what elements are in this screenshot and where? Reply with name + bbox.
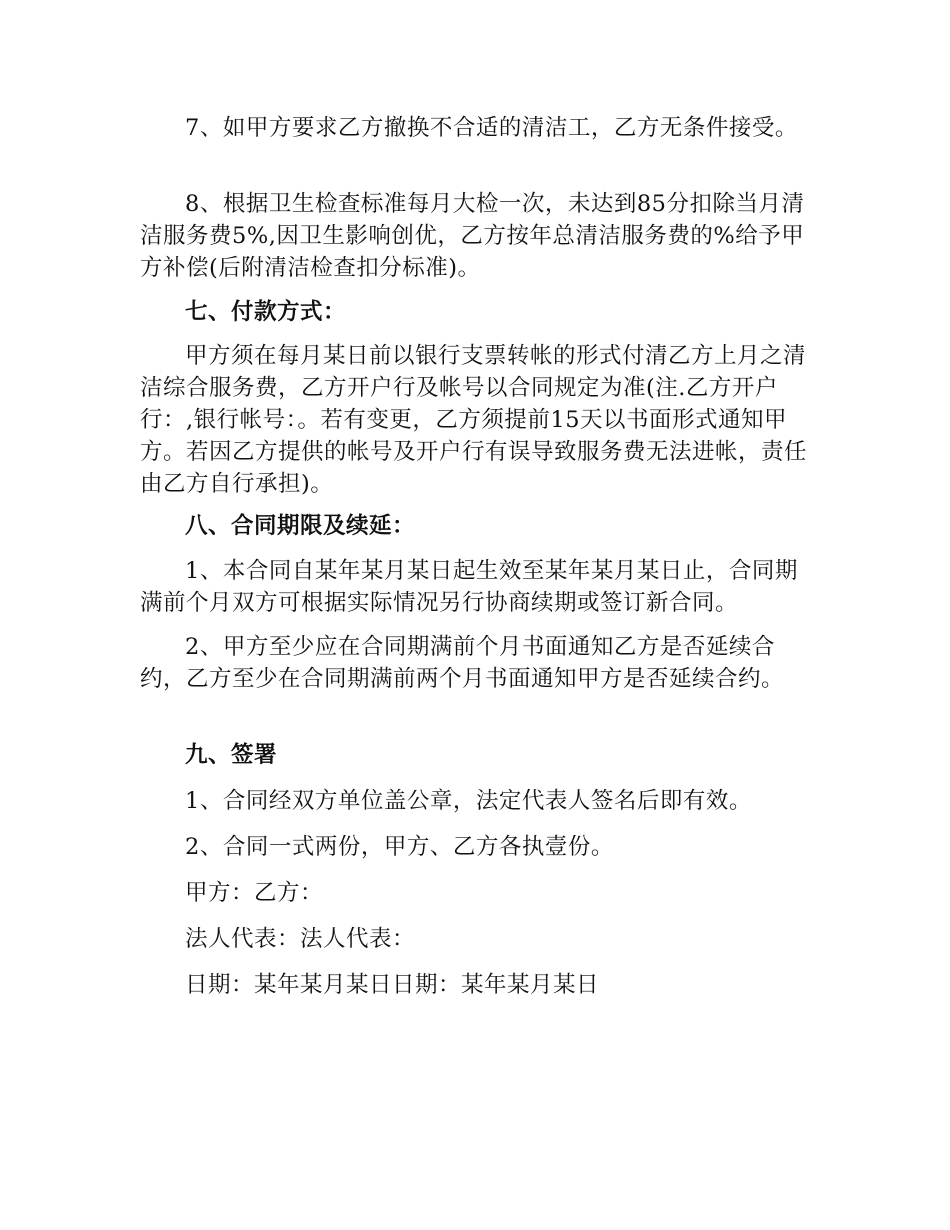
paragraph-text: 7、如甲方要求乙方撤换不合适的清洁工，乙方无条件接受。 — [185, 115, 798, 141]
paragraph-text: 日期：某年某月某日日期：某年某月某日 — [185, 972, 600, 998]
heading-text: 八、合同期限及续延： — [185, 513, 416, 539]
paragraph-text: 法人代表：法人代表： — [185, 926, 416, 952]
paragraph-item-8 — [140, 188, 820, 284]
section-heading-8 — [140, 510, 820, 542]
section-heading-9 — [140, 739, 820, 771]
paragraph-payment — [140, 340, 820, 500]
paragraph-item-7 — [140, 112, 820, 144]
paragraph-sign-1 — [140, 785, 820, 817]
paragraph-sign-2 — [140, 831, 820, 863]
paragraph-text: 甲方须在每月某日前以银行支票转帐的形式付清乙方上月之清洁综合服务费，乙方开户行及帐号以合同规定为准(注.乙方开户行：,银行帐号：。若有变更，乙方须提前15天以书面形式通知甲方。若因乙方提供的帐号及开户行有误导致服务费无法进帐，责任由乙方自行承担)。 — [140, 343, 808, 497]
paragraph-text: 2、甲方至少应在合同期满前个月书面通知乙方是否延续合约，乙方至少在合同期满前两个月书面通知甲方是否延续合约。 — [140, 634, 785, 692]
paragraph-term-2 — [140, 631, 820, 695]
signature-legal-representatives — [140, 923, 820, 955]
paragraph-text: 2、合同一式两份，甲方、乙方各执壹份。 — [185, 834, 614, 860]
heading-text: 九、签署 — [185, 742, 278, 768]
paragraph-term-1 — [140, 555, 820, 619]
paragraph-text: 8、根据卫生检查标准每月大检一次，未达到85分扣除当月清洁服务费5%,因卫生影响创优，乙方按年总清洁服务费的%给予甲方补偿(后附清洁检查扣分标准)。 — [140, 191, 805, 281]
heading-text: 七、付款方式： — [185, 299, 347, 325]
paragraph-text: 甲方：乙方： — [185, 880, 324, 906]
section-heading-7 — [140, 296, 820, 328]
signature-parties — [140, 877, 820, 909]
paragraph-text: 1、本合同自某年某月某日起生效至某年某月某日止，合同期满前个月双方可根据实际情况另行协商续期或签订新合同。 — [140, 558, 798, 616]
paragraph-text: 1、合同经双方单位盖公章，法定代表人签名后即有效。 — [185, 788, 752, 814]
signature-dates — [140, 969, 820, 1001]
